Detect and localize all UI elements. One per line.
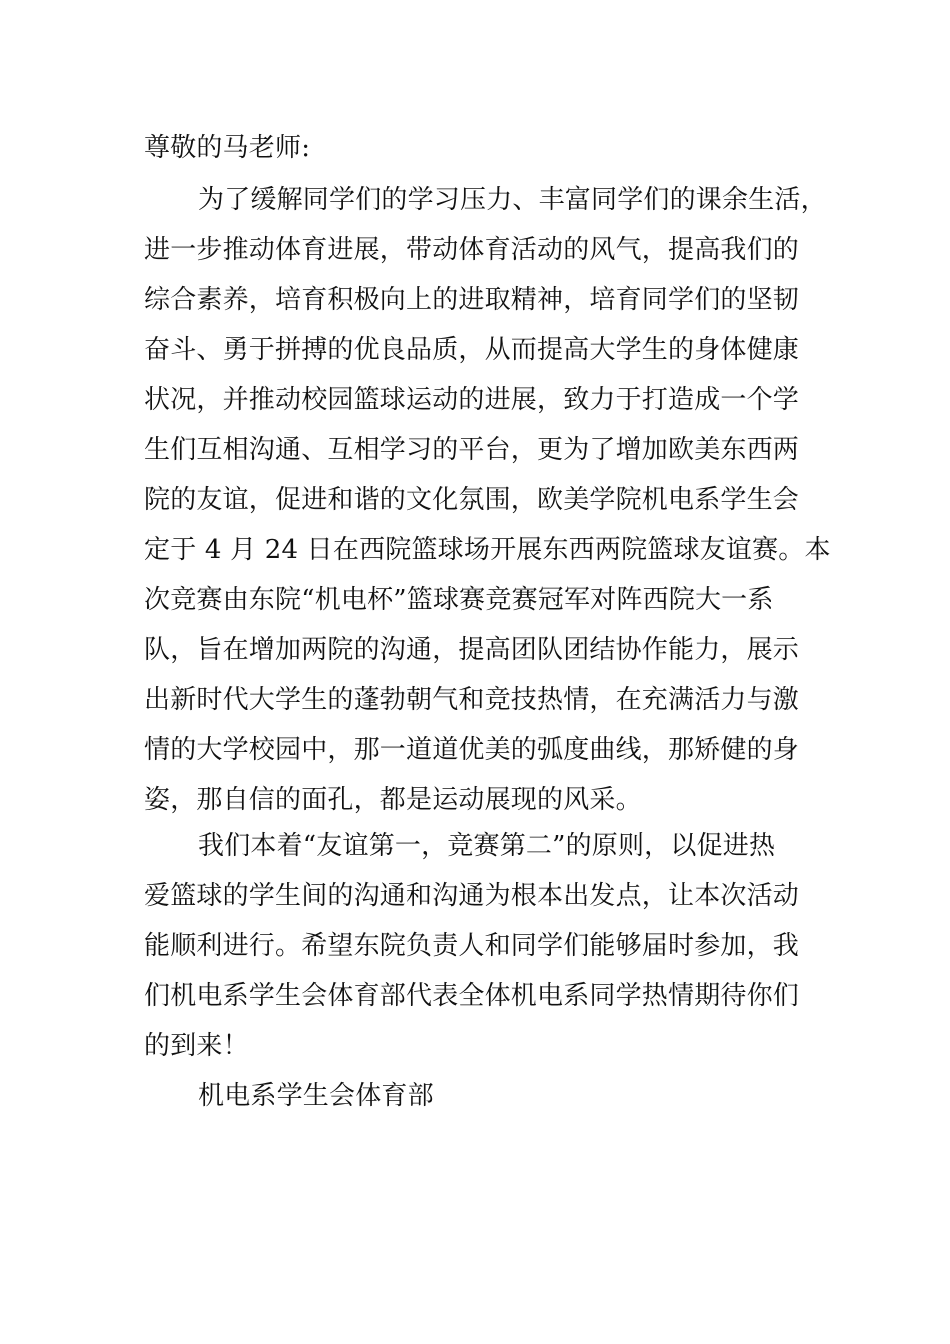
paragraph2-line-1: 我们本着“友谊第一，竞赛第二”的原则，以促进热 xyxy=(198,831,776,861)
paragraph1-line-1: 为了缓解同学们的学习压力、丰富同学们的课余生活， xyxy=(198,185,827,215)
paragraph1-line-12: 情的大学校园中，那一道道优美的弧度曲线，那矫健的身 xyxy=(144,735,800,765)
paragraph1-line-6: 生们互相沟通、互相学习的平台，更为了增加欧美东西两 xyxy=(144,435,800,465)
signature: 机电系学生会体育部 xyxy=(198,1081,434,1111)
paragraph1-line-11: 出新时代大学生的蓬勃朝气和竞技热情，在充满活力与激 xyxy=(144,685,800,715)
paragraph1-line-5: 状况，并推动校园篮球运动的进展，致力于打造成一个学 xyxy=(144,385,800,415)
paragraph1-line-4: 奋斗、勇于拼搏的优良品质，从而提高大学生的身体健康 xyxy=(144,335,800,365)
paragraph1-line-3: 综合素养，培育积极向上的进取精神，培育同学们的坚韧 xyxy=(144,285,800,315)
paragraph1-line-2: 进一步推动体育进展，带动体育活动的风气，提高我们的 xyxy=(144,235,800,265)
paragraph1-line-9: 次竞赛由东院“机电杯”篮球赛竞赛冠军对阵西院大一系 xyxy=(144,585,774,615)
salutation: 尊敬的马老师: xyxy=(144,133,311,163)
paragraph1-line-8: 定于 4 月 24 日在西院篮球场开展东西两院篮球友谊赛。本 xyxy=(144,535,831,565)
paragraph2-line-2: 爱篮球的学生间的沟通和沟通为根本出发点，让本次活动 xyxy=(144,881,800,911)
paragraph1-line-10: 队，旨在增加两院的沟通，提高团队团结协作能力，展示 xyxy=(144,635,800,665)
paragraph1-line-13: 姿，那自信的面孔，都是运动展现的风采。 xyxy=(144,785,642,815)
paragraph2-line-5: 的到来！ xyxy=(144,1031,249,1061)
paragraph1-line-7: 院的友谊，促进和谐的文化氛围，欧美学院机电系学生会 xyxy=(144,485,800,515)
paragraph2-line-3: 能顺利进行。希望东院负责人和同学们能够届时参加，我 xyxy=(144,931,800,961)
paragraph2-line-4: 们机电系学生会体育部代表全体机电系同学热情期待你们 xyxy=(144,981,800,1011)
